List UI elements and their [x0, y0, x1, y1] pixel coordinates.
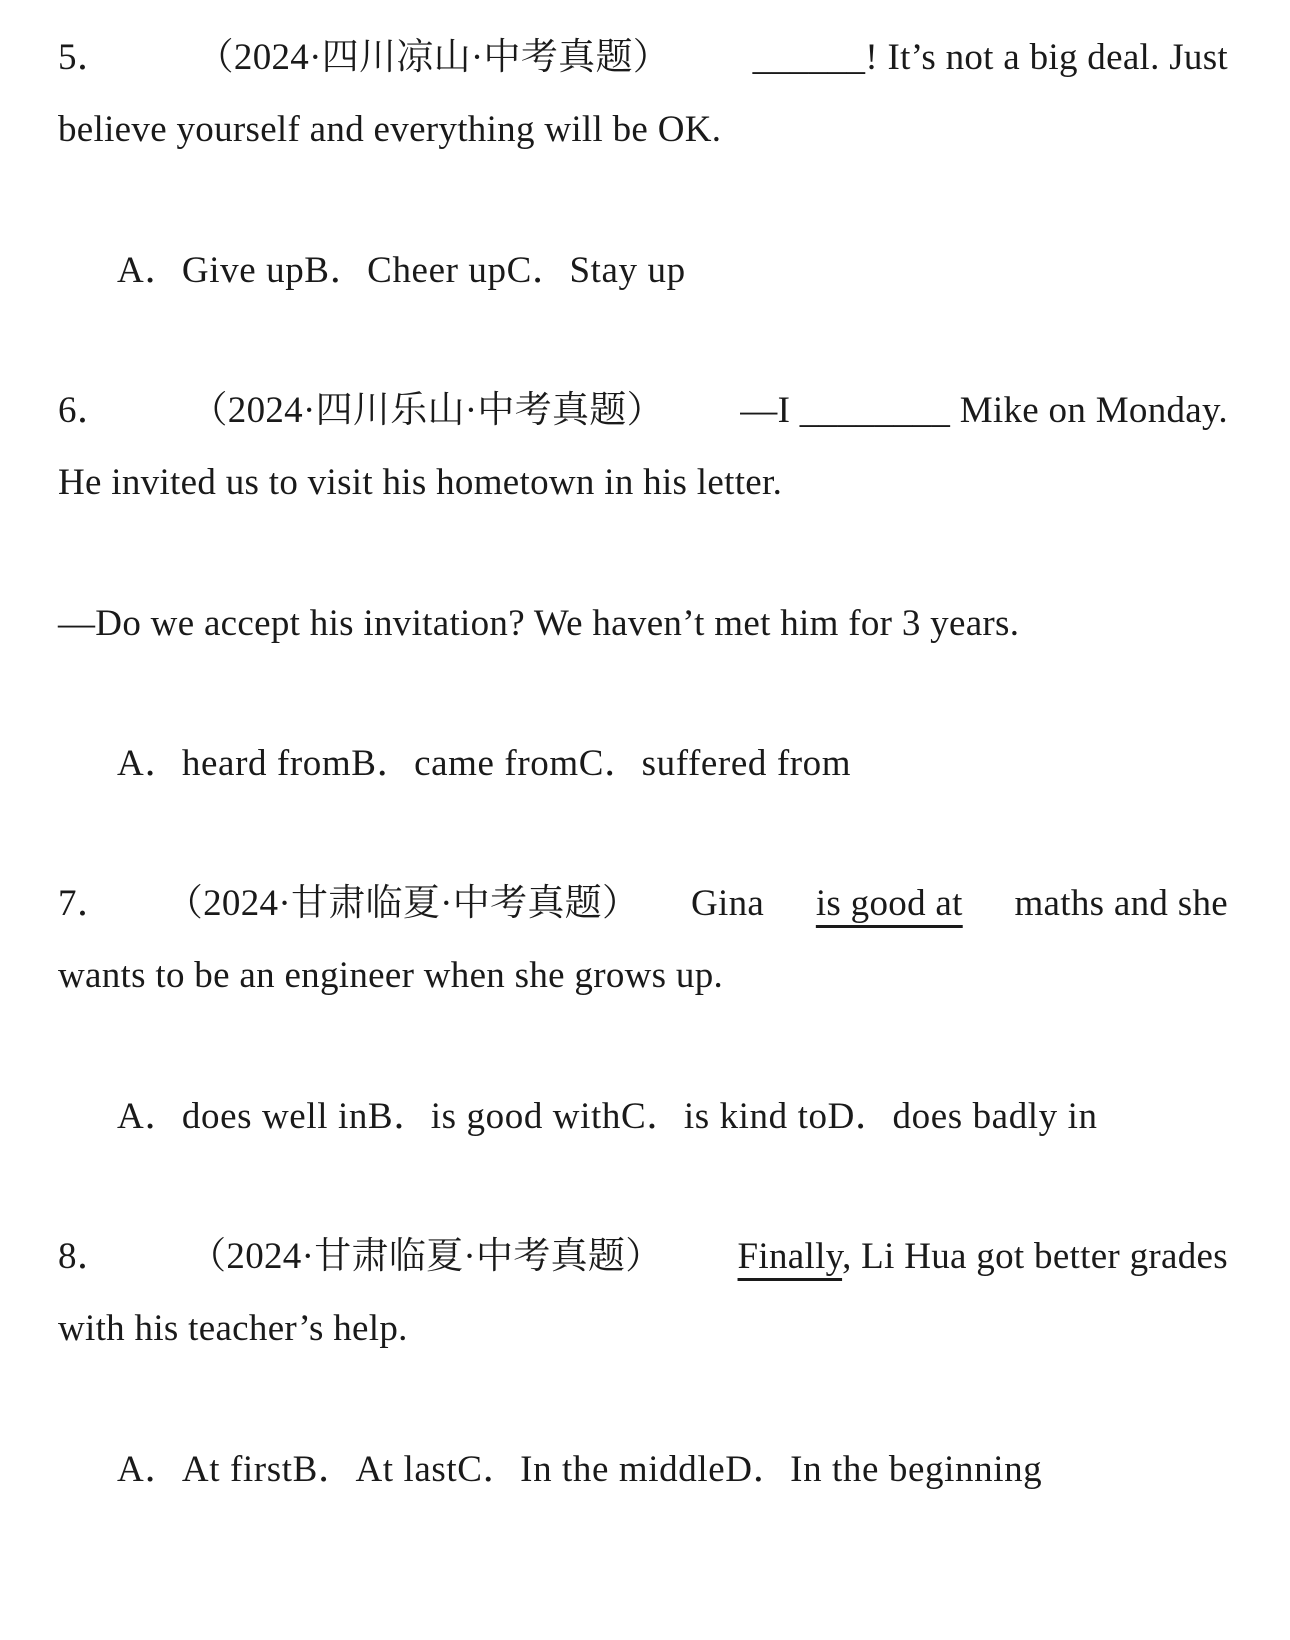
q8-line-1 [58, 1233, 1228, 1281]
q5-stem-start: ______! It’s not a big deal. Just [752, 37, 1228, 78]
q7-line-1 [58, 880, 1228, 928]
q7-line-2: wants to be an engineer when she grows up. [58, 955, 724, 996]
q8-stem [738, 1233, 1228, 1281]
q6-line-1 [58, 387, 1228, 435]
q5-line-1 [58, 34, 1228, 82]
q7-options: A．does well inB．is good withC．is kind toD．does badly in [117, 1096, 1098, 1137]
q7-stem-post: maths and she [1014, 883, 1228, 924]
q8-number: 8． [58, 1236, 115, 1277]
q8-line-2: with his teacher’s help. [58, 1308, 408, 1349]
q5-number: 5． [58, 37, 115, 78]
q5-line-2: believe yourself and everything will be OK. [58, 109, 722, 150]
q6-stem-start: —I ________ Mike on Monday. [740, 390, 1228, 431]
q8-options: A．At firstB．At lastC．In the middleD．In the beginning [117, 1449, 1043, 1490]
q5-options: A．Give upB．Cheer upC．Stay up [117, 250, 686, 291]
q7-underlined-phrase: is good at [815, 883, 963, 924]
q8-underlined-word: Finally [737, 1236, 843, 1277]
q7-stem-pre: Gina [691, 883, 765, 924]
q5-source: （2024·四川凉山·中考真题） [196, 37, 671, 78]
q6-line-3: —Do we accept his invitation? We haven’t met him for 3 years. [58, 603, 1020, 644]
q6-options: A．heard fromB．came fromC．suffered from [117, 743, 852, 784]
q7-number: 7． [58, 883, 115, 924]
q6-line-2: He invited us to visit his hometown in his letter. [58, 462, 783, 503]
q6-number: 6． [58, 390, 115, 431]
q7-source: （2024·甘肃临夏·中考真题） [165, 883, 640, 924]
q8-source: （2024·甘肃临夏·中考真题） [189, 1236, 663, 1277]
q8-stem-post: , Li Hua got better grades [842, 1236, 1228, 1277]
q6-source: （2024·四川乐山·中考真题） [190, 390, 664, 431]
